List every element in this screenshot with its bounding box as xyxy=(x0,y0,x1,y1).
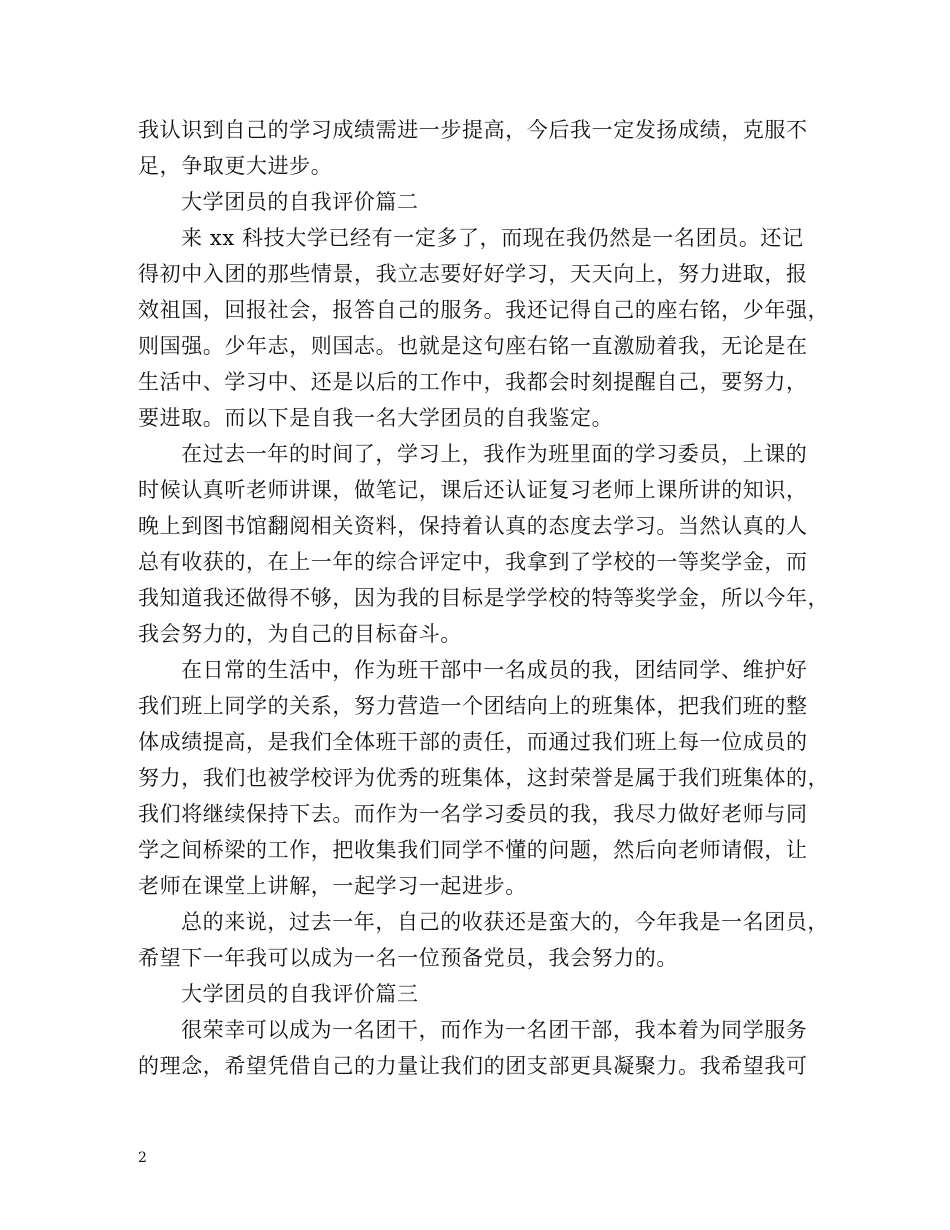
section-heading: 大学团员的自我评价篇三 xyxy=(181,982,419,1006)
text-line: 很荣幸可以成为一名团干，而作为一名团干部，我本着为同学服务 xyxy=(181,1018,808,1042)
text-line: 晚上到图书馆翻阅相关资料，保持着认真的态度去学习。当然认真的人 xyxy=(138,514,808,538)
text-line: 我知道我还做得不够，因为我的目标是学学校的特等奖学金，所以今年， xyxy=(138,586,830,610)
text-line: 学之间桥梁的工作，把收集我们同学不懂的问题，然后向老师请假，让 xyxy=(138,838,808,862)
text-line: 希望下一年我可以成为一名一位预备党员，我会努力的。 xyxy=(138,946,678,970)
text-line: 足，争取更大进步。 xyxy=(138,154,333,178)
text-line: 得初中入团的那些情景，我立志要好好学习，天天向上，努力进取，报 xyxy=(138,262,808,286)
text-line: 在过去一年的时间了，学习上，我作为班里面的学习委员，上课的 xyxy=(181,442,808,466)
text-line: 我认识到自己的学习成绩需进一步提高，今后我一定发扬成绩，克服不 xyxy=(138,118,808,142)
text-line: 生活中、学习中、还是以后的工作中，我都会时刻提醒自己，要努力， xyxy=(138,370,808,394)
text-line: 老师在课堂上讲解，一起学习一起进步。 xyxy=(138,874,527,898)
text-line: 总有收获的，在上一年的综合评定中，我拿到了学校的一等奖学金，而 xyxy=(138,550,808,574)
text-line: 在日常的生活中，作为班干部中一名成员的我，团结同学、维护好 xyxy=(181,658,808,682)
text-line: 我们班上同学的关系，努力营造一个团结向上的班集体，把我们班的整 xyxy=(138,694,808,718)
text-line: 要进取。而以下是自我一名大学团员的自我鉴定。 xyxy=(138,406,614,430)
text-line: 时候认真听老师讲课，做笔记，课后还认证复习老师上课所讲的知识， xyxy=(138,478,808,502)
section-heading: 大学团员的自我评价篇二 xyxy=(181,190,419,214)
text-line: 总的来说，过去一年，自己的收获还是蛮大的，今年我是一名团员， xyxy=(181,910,829,934)
text-line: 则国强。少年志，则国志。也就是这句座右铭一直激励着我，无论是在 xyxy=(138,334,808,358)
page-number: 2 xyxy=(138,1150,147,1166)
text-line: 我们将继续保持下去。而作为一名学习委员的我，我尽力做好老师与同 xyxy=(138,802,808,826)
text-line: 努力，我们也被学校评为优秀的班集体，这封荣誉是属于我们班集体的， xyxy=(138,766,830,790)
text-line: 体成绩提高，是我们全体班干部的责任，而通过我们班上每一位成员的 xyxy=(138,730,808,754)
text-line: 来 xx 科技大学已经有一定多了，而现在我仍然是一名团员。还记 xyxy=(181,226,804,250)
text-line: 的理念，希望凭借自己的力量让我们的团支部更具凝聚力。我希望我可 xyxy=(138,1054,808,1078)
text-line: 我会努力的，为自己的目标奋斗。 xyxy=(138,622,462,646)
text-line: 效祖国，回报社会，报答自己的服务。我还记得自己的座右铭，少年强， xyxy=(138,298,830,322)
